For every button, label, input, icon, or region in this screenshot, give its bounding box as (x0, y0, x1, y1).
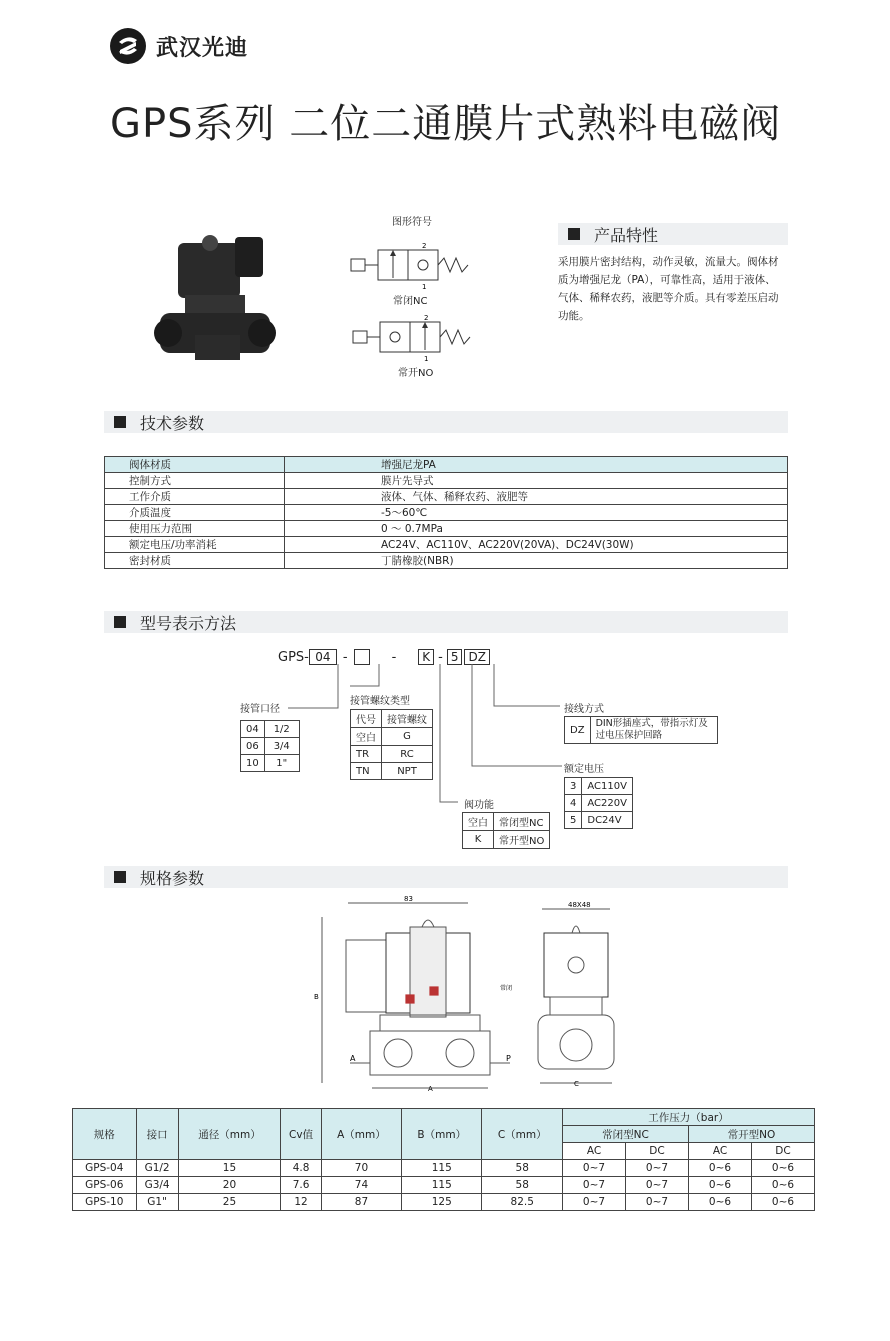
header-cell: 规格 (73, 1109, 137, 1160)
dim-48: 48X48 (568, 901, 591, 909)
table-row (565, 778, 633, 795)
table-row (73, 1177, 815, 1194)
cell: AC110V (582, 778, 633, 795)
table-row (351, 710, 433, 728)
brand (110, 28, 248, 64)
header-cell: 通径（mm） (178, 1109, 281, 1160)
table-row (105, 553, 788, 569)
header-cell: B（mm） (402, 1109, 482, 1160)
spec-cell: 4.8 (281, 1160, 322, 1177)
table-row (241, 721, 300, 738)
heading-square-icon (114, 871, 126, 883)
spec-cell: 87 (321, 1194, 401, 1211)
spec-cell: 82.5 (482, 1194, 563, 1211)
volt-label: 额定电压 (564, 764, 604, 775)
cell: NPT (382, 763, 433, 780)
spec-cell: 12 (281, 1194, 322, 1211)
cell: 1" (264, 755, 299, 772)
header-cell: AC (689, 1143, 752, 1160)
cell: 3 (565, 778, 582, 795)
tech-heading-bar (104, 411, 788, 433)
cell: 常开型NO (494, 831, 550, 849)
model-dash: - (342, 649, 348, 665)
table-row (351, 728, 433, 746)
header-cell: 工作压力（bar） (563, 1109, 815, 1126)
tech-value: -5～60℃ (285, 505, 788, 521)
table-row (463, 813, 550, 831)
spec-cell: 0~7 (563, 1177, 626, 1194)
cell: TR (351, 746, 382, 763)
table-row (565, 717, 718, 744)
dim-C: C (574, 1080, 579, 1088)
model-heading-bar (104, 611, 788, 633)
spec-table (72, 1108, 815, 1211)
spec-cell: G3/4 (136, 1177, 178, 1194)
wire-table (564, 716, 718, 744)
tech-table (104, 456, 788, 569)
features-heading: 产品特性 (594, 225, 659, 245)
spec-cell: G1/2 (136, 1160, 178, 1177)
table-row (463, 831, 550, 849)
spec-cell: 0~6 (689, 1177, 752, 1194)
header-cell: AC (563, 1143, 626, 1160)
dimension-drawing (310, 895, 640, 1100)
table-row (351, 746, 433, 763)
tech-value: 丁腈橡胶(NBR) (285, 553, 788, 569)
voltage-box: 5 (447, 649, 463, 665)
spec-cell: 25 (178, 1194, 281, 1211)
cell: 常闭型NC (494, 813, 550, 831)
k-box: K (418, 649, 434, 665)
cell: 接管螺纹 (382, 710, 433, 728)
model-prefix: GPS- (278, 649, 309, 665)
cell: TN (351, 763, 382, 780)
tech-value: 液体、气体、稀释农药、液肥等 (285, 489, 788, 505)
features-heading-bar (558, 223, 788, 245)
tech-key: 介质温度 (105, 505, 285, 521)
header-cell: 常闭型NC (563, 1126, 689, 1143)
header-cell: C（mm） (482, 1109, 563, 1160)
spec-cell: 15 (178, 1160, 281, 1177)
cell: DC24V (582, 812, 633, 829)
table-row (105, 457, 788, 473)
table-row (73, 1160, 815, 1177)
table-row (241, 738, 300, 755)
tech-key: 工作介质 (105, 489, 285, 505)
nc-port-top: 2 (422, 242, 427, 250)
spec-cell: 0~7 (626, 1160, 689, 1177)
tech-value: 增强尼龙PA (285, 457, 788, 473)
spec-cell: 20 (178, 1177, 281, 1194)
no-port-top: 2 (424, 314, 429, 322)
table-row (105, 473, 788, 489)
cell: K (463, 831, 494, 849)
cell: 1/2 (264, 721, 299, 738)
brand-name: 武汉光迪 (156, 35, 249, 61)
tech-key: 阀体材质 (105, 457, 285, 473)
wire-label: 接线方式 (564, 704, 604, 715)
no-symbol (350, 312, 480, 362)
no-port-bottom: 1 (424, 355, 429, 362)
heading-square-icon (568, 228, 580, 240)
spec-cell: 0~7 (563, 1194, 626, 1211)
cell: 06 (241, 738, 265, 755)
header-cell: DC (752, 1143, 815, 1160)
size-table (240, 720, 300, 772)
header-cell: 接口 (136, 1109, 178, 1160)
spec-cell: 0~6 (689, 1194, 752, 1211)
spec-cell: 70 (321, 1160, 401, 1177)
volt-table (564, 777, 633, 829)
cell: 4 (565, 795, 582, 812)
spec-cell: 115 (402, 1160, 482, 1177)
table-row (105, 505, 788, 521)
table-row (105, 489, 788, 505)
tech-heading: 技术参数 (140, 413, 205, 433)
func-table (462, 812, 550, 849)
tech-key: 密封材质 (105, 553, 285, 569)
nc-port-bottom: 1 (422, 283, 427, 290)
spec-cell: 0~7 (626, 1177, 689, 1194)
cell: DIN形插座式，带指示灯及过电压保护回路 (590, 717, 717, 744)
size-box: 04 (309, 649, 337, 665)
model-dash: - (438, 649, 443, 665)
spec-cell: 74 (321, 1177, 401, 1194)
header-cell: A（mm） (321, 1109, 401, 1160)
header-cell: Cv值 (281, 1109, 322, 1160)
header-cell: DC (626, 1143, 689, 1160)
features-text: 采用膜片密封结构，动作灵敏，流量大。阀体材质为增强尼龙（PA），可靠性高，适用于液体、气体、稀释农药，液肥等介质。具有零差压启动功能。 (558, 256, 779, 322)
dz-box: DZ (464, 649, 489, 665)
heading-square-icon (114, 616, 126, 628)
cell: 10 (241, 755, 265, 772)
cell: RC (382, 746, 433, 763)
tech-value: AC24V、AC110V、AC220V(20VA)、DC24V(30W) (285, 537, 788, 553)
tech-key: 使用压力范围 (105, 521, 285, 537)
func-label: 阀功能 (464, 800, 494, 811)
table-row (105, 537, 788, 553)
nc-note: 常闭 (500, 985, 513, 992)
table-row (351, 763, 433, 780)
model-heading: 型号表示方法 (140, 613, 237, 633)
spec-cell: 0~6 (752, 1194, 815, 1211)
valve-photo (150, 225, 280, 365)
nc-symbol (348, 240, 478, 290)
cell: AC220V (582, 795, 633, 812)
spec-heading: 规格参数 (140, 868, 205, 888)
cell: G (382, 728, 433, 746)
spec-cell: 0~7 (563, 1160, 626, 1177)
spec-heading-bar (104, 866, 788, 888)
tech-value: 0 ～ 0.7MPa (285, 521, 788, 537)
tech-key: 控制方式 (105, 473, 285, 489)
spec-cell: 0~6 (752, 1177, 815, 1194)
spec-cell: 7.6 (281, 1177, 322, 1194)
cell: 5 (565, 812, 582, 829)
company-logo (110, 28, 146, 64)
cell: 3/4 (264, 738, 299, 755)
model-dash: - (391, 649, 397, 665)
table-row (73, 1194, 815, 1211)
table-row (73, 1109, 815, 1126)
dim-B: B (314, 993, 319, 1001)
table-row (565, 795, 633, 812)
spec-cell: 125 (402, 1194, 482, 1211)
cell: 代号 (351, 710, 382, 728)
spec-cell: 115 (402, 1177, 482, 1194)
spec-cell: 58 (482, 1177, 563, 1194)
header-cell: 常开型NO (689, 1126, 815, 1143)
dim-A: A (428, 1085, 433, 1093)
port-A: A (350, 1054, 356, 1063)
spec-cell: 0~7 (626, 1194, 689, 1211)
spec-cell: 0~6 (752, 1160, 815, 1177)
tech-value: 膜片先导式 (285, 473, 788, 489)
cell: 空白 (351, 728, 382, 746)
port-P: P (506, 1054, 511, 1063)
cell: 空白 (463, 813, 494, 831)
thread-label: 接管螺纹类型 (350, 696, 410, 707)
page-title: GPS系列 二位二通膜片式熟料电磁阀 (110, 101, 782, 147)
spec-cell: GPS-06 (73, 1177, 137, 1194)
heading-square-icon (114, 416, 126, 428)
table-row (105, 521, 788, 537)
table-row (241, 755, 300, 772)
spec-cell: 58 (482, 1160, 563, 1177)
thread-table (350, 709, 433, 780)
spec-cell: GPS-10 (73, 1194, 137, 1211)
tech-key: 额定电压/功率消耗 (105, 537, 285, 553)
size-label: 接管口径 (240, 704, 280, 715)
nc-label: 常闭NC (393, 296, 428, 307)
table-row (565, 812, 633, 829)
dim-83: 83 (404, 895, 413, 903)
spec-cell: 0~6 (689, 1160, 752, 1177)
symbol-title: 图形符号 (392, 217, 432, 228)
cell: DZ (565, 717, 591, 744)
spec-cell: GPS-04 (73, 1160, 137, 1177)
cell: 04 (241, 721, 265, 738)
spec-cell: G1" (136, 1194, 178, 1211)
no-label: 常开NO (398, 368, 434, 379)
